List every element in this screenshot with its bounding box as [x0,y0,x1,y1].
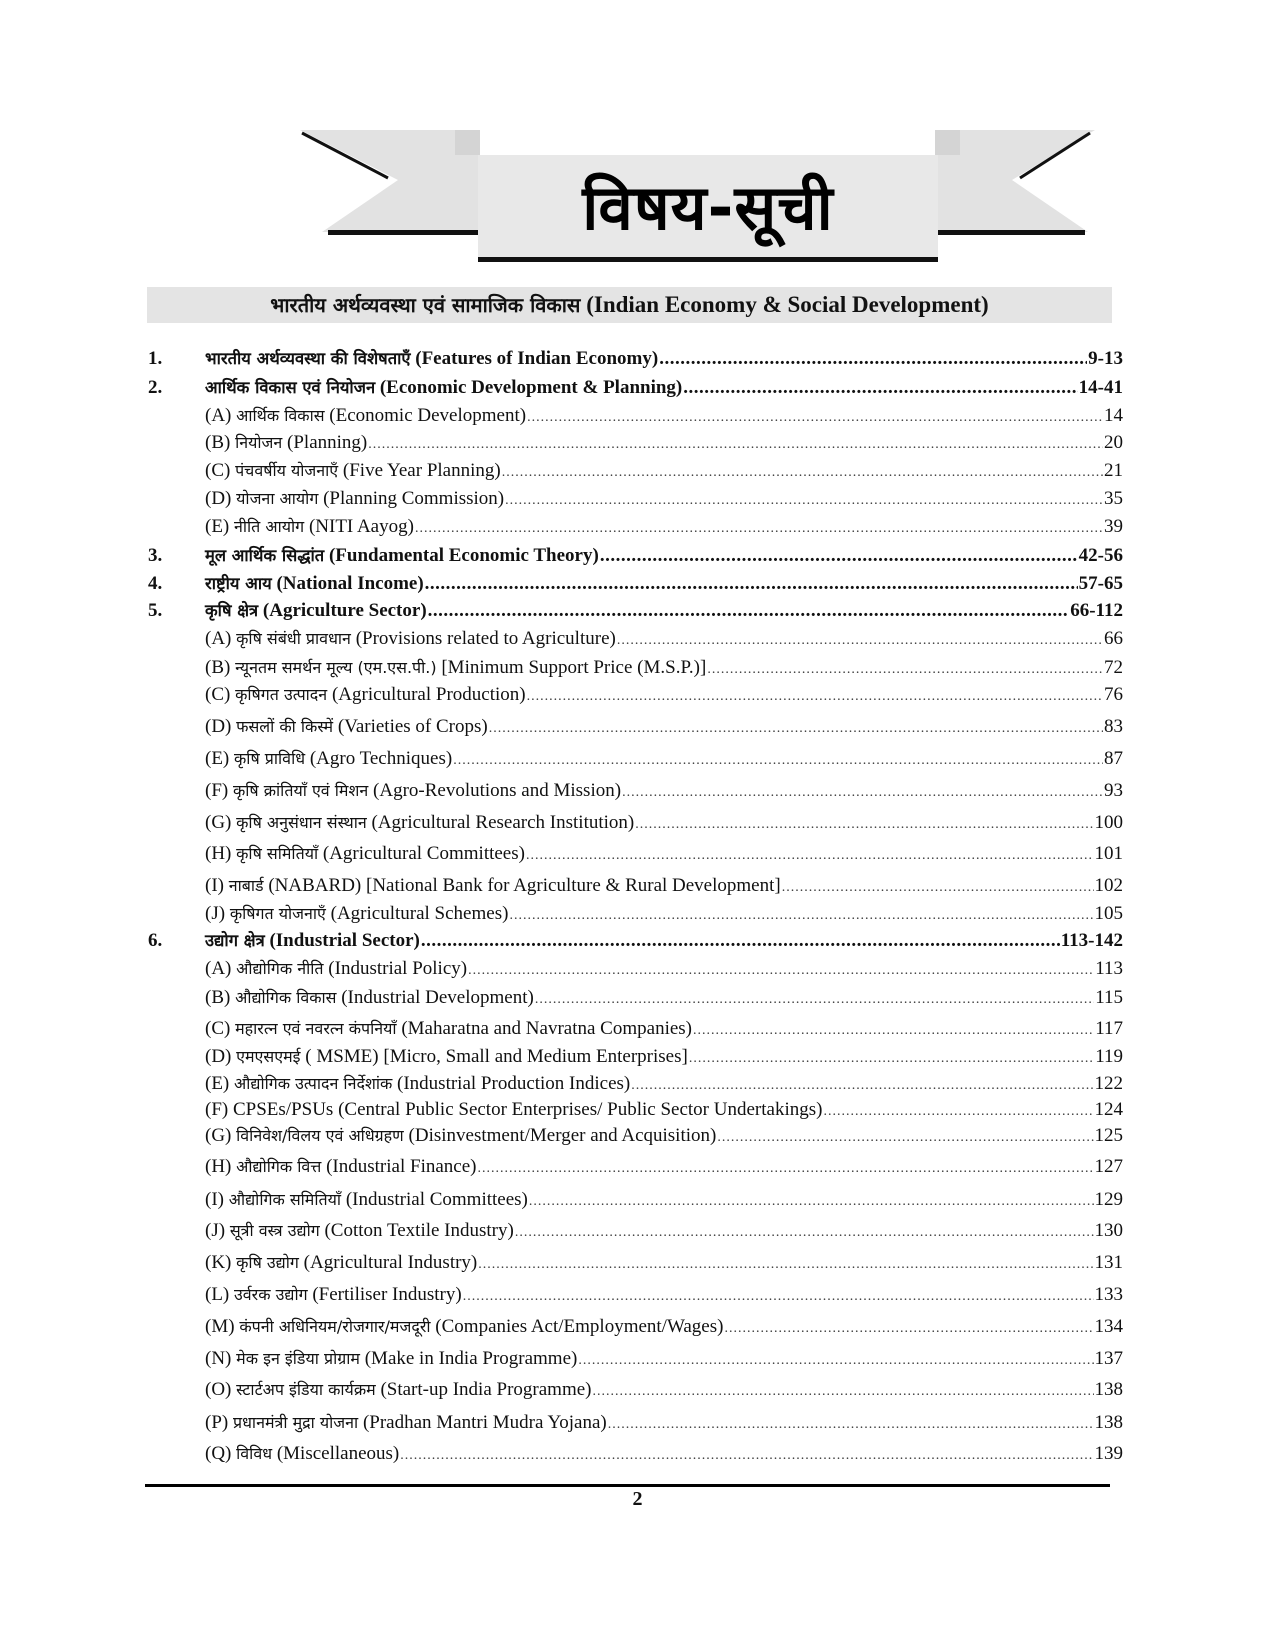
toc-label [205,598,427,622]
toc-letter: (J) [205,903,226,924]
toc-chapter-row[interactable] [148,598,1123,624]
toc-chapter-row[interactable] [148,928,1123,954]
toc-chapter-row[interactable] [148,346,1123,372]
toc-title-hindi: न्यूनतम समर्थन मूल्य (एम.एस.पी.) [235,658,437,677]
toc-label [205,1099,822,1121]
toc-page-range: 119 [1095,1046,1123,1067]
dot-leader [526,843,1094,865]
toc-subsection-row[interactable] [148,779,1123,805]
toc-letter: (P) [205,1412,229,1433]
toc-subsection-row[interactable] [148,1155,1123,1181]
toc-title-english: (Fundamental Economic Theory) [328,545,599,566]
ribbon-fold-right [935,130,960,155]
dot-leader [489,716,1103,738]
toc-label [205,928,420,952]
toc-page-range: 39 [1104,516,1123,537]
dot-leader [502,460,1103,482]
toc-label [205,1442,399,1465]
dot-leader [535,987,1094,1009]
toc-subsection-row[interactable] [148,1347,1123,1373]
toc-label [205,1283,462,1306]
toc-number: 3. [148,545,163,566]
toc-page-range: 57-65 [1078,573,1123,594]
toc-page-range: 133 [1094,1284,1123,1305]
dot-leader [428,600,1070,622]
toc-title-hindi: औद्योगिक विकास [235,988,337,1007]
toc-chapter-row[interactable] [148,375,1123,401]
toc-number: 6. [148,930,163,951]
toc-letter: (F) [205,780,229,801]
toc-label [205,683,526,706]
toc-title-english: (Agricultural Industry) [303,1252,478,1273]
toc-subsection-row[interactable] [148,459,1123,485]
toc-letter: (G) [205,812,232,833]
toc-title-hindi: औद्योगिक समितियाँ [228,1190,342,1209]
toc-subsection-row[interactable] [148,874,1123,900]
dot-leader [693,1018,1094,1040]
toc-letter: (D) [205,488,232,509]
toc-page-range: 134 [1094,1316,1123,1337]
toc-label [205,1251,477,1274]
dot-leader [478,1252,1093,1274]
toc-letter: (C) [205,1018,231,1039]
toc-subsection-row[interactable] [148,986,1123,1012]
toc-title-english: (Agricultural Production) [331,684,526,705]
toc-letter: (I) [205,875,224,896]
toc-title-english: (Miscellaneous) [276,1443,400,1464]
toc-page-range: 124 [1094,1099,1123,1120]
toc-title-hindi: नाबार्ड [228,876,264,895]
title-banner [0,0,1275,280]
toc-title-english: (Agro Techniques) [309,748,453,769]
toc-title-english: (Provisions related to Agriculture) [355,628,616,649]
toc-letter: (N) [205,1348,232,1369]
toc-page-range: 20 [1104,432,1123,453]
toc-subsection-row[interactable] [148,902,1123,928]
toc-title-hindi: सूत्री वस्त्र उद्योग [229,1221,320,1240]
toc-title-english: (Industrial Policy) [328,958,468,979]
toc-label [205,902,508,925]
toc-subsection-row[interactable] [148,1411,1123,1437]
toc-page-range: 35 [1104,488,1123,509]
toc-title-hindi: कृषिगत योजनाएँ [229,904,326,923]
dot-leader [415,516,1103,538]
toc-letter: (K) [205,1252,232,1273]
toc-title-english: (Features of Indian Economy) [415,348,659,369]
toc-subsection-row[interactable] [148,1045,1123,1071]
toc-page-range: 102 [1094,875,1123,896]
toc-title-english: (Maharatna and Navratna Companies) [401,1018,692,1039]
toc-title-hindi: कृषि अनुसंधान संस्थान [236,813,367,832]
toc-letter: (C) [205,460,231,481]
toc-letter: (H) [205,1156,232,1177]
toc-title-english: (Varieties of Crops) [337,716,488,737]
ribbon-fold-left [455,130,480,155]
dot-leader [823,1099,1093,1121]
toc-letter: (A) [205,405,232,426]
toc-subsection-row[interactable] [148,683,1123,709]
toc-subsection-row[interactable] [148,715,1123,741]
toc-title-english: (Industrial Sector) [269,930,420,951]
toc-subsection-row[interactable] [148,404,1123,430]
toc-label [205,1072,630,1095]
toc-letter: (A) [205,628,232,649]
toc-title-hindi: विविध [236,1444,273,1463]
dot-leader [505,488,1103,510]
dot-leader [400,1443,1093,1465]
toc-label [205,627,616,650]
toc-number: 4. [148,573,163,594]
toc-title-hindi: औद्योगिक उत्पादन निर्देशांक [234,1074,393,1093]
toc-subsection-row[interactable] [148,656,1123,682]
toc-page-range: 122 [1094,1073,1123,1094]
toc-title-english: CPSEs/PSUs (Central Public Sector Enterprises/ Public Sector Undertakings) [232,1099,823,1120]
toc-title-hindi: पंचवर्षीय योजनाएँ [235,461,339,480]
toc-page-range: 14-41 [1078,377,1123,398]
toc-title-hindi: नीति आयोग [234,517,305,536]
dot-leader [659,348,1087,370]
toc-page-range: 115 [1095,987,1123,1008]
toc-page-range: 113-142 [1060,930,1123,951]
toc-number: 2. [148,377,163,398]
dot-leader [425,573,1078,595]
toc-subsection-row[interactable] [148,1219,1123,1245]
toc-page-range: 113 [1095,958,1123,979]
toc-title-english: ( MSME) [Micro, Small and Medium Enterprises] [305,1046,688,1067]
toc-page-range: 137 [1094,1348,1123,1369]
toc-page-range: 139 [1094,1443,1123,1464]
toc-title-hindi: उद्योग क्षेत्र [205,931,265,950]
toc-title-english: (Industrial Development) [341,987,534,1008]
toc-page-range: 66 [1104,628,1123,649]
toc-letter: (F) [205,1099,229,1120]
toc-label [205,1315,723,1338]
toc-title-hindi: एमएसएमई [236,1047,301,1066]
toc-title-hindi: मेक इन इंडिया प्रोग्राम [236,1349,360,1368]
toc-title-english: (Agricultural Schemes) [330,903,509,924]
toc-subsection-row[interactable] [148,1251,1123,1277]
toc-title-hindi: आर्थिक विकास [236,406,325,425]
toc-subsection-row[interactable] [148,811,1123,837]
toc-number: 1. [148,348,163,369]
toc-letter: (E) [205,748,230,769]
toc-page-range: 93 [1104,780,1123,801]
dot-leader [631,1073,1093,1095]
toc-title-english: (Economic Development & Planning) [379,377,683,398]
toc-title-hindi: कृषिगत उत्पादन [235,685,328,704]
toc-letter: (Q) [205,1443,232,1464]
dot-leader [782,875,1094,897]
toc-letter: (B) [205,657,231,678]
toc-label [205,404,526,427]
toc-title-english: (NABARD) [National Bank for Agriculture & Rural Development] [268,875,781,896]
toc-page-range: 76 [1104,684,1123,705]
section-heading-hindi: भारतीय अर्थव्यवस्था एवं सामाजिक विकास [270,293,581,317]
toc-label [205,571,424,595]
dot-leader [529,1189,1094,1211]
toc-title-english: (Agricultural Committees) [322,843,525,864]
dot-leader [477,1156,1093,1178]
dot-leader [468,958,1094,980]
toc-subsection-row[interactable] [148,1099,1123,1125]
toc-subsection-row[interactable] [148,1124,1123,1150]
dot-leader [622,780,1103,802]
toc-title-english: (Industrial Committees) [345,1189,528,1210]
toc-number: 5. [148,600,163,621]
toc-label [205,431,367,454]
toc-letter: (D) [205,1046,232,1067]
toc-label [205,1378,592,1401]
dot-leader [717,1125,1093,1147]
toc-subsection-row[interactable] [148,842,1123,868]
toc-page-range: 72 [1104,657,1123,678]
toc-subsection-row[interactable] [148,1072,1123,1098]
toc-label [205,459,501,482]
toc-letter: (L) [205,1284,230,1305]
toc-title-english: (Agro-Revolutions and Mission) [373,780,622,801]
toc-letter: (H) [205,843,232,864]
toc-letter: (C) [205,684,231,705]
toc-label [205,986,534,1009]
toc-label [205,811,634,834]
toc-page-range: 21 [1104,460,1123,481]
toc-letter: (G) [205,1125,232,1146]
toc-title-english: (Disinvestment/Merger and Acquisition) [408,1125,717,1146]
toc-subsection-row[interactable] [148,1188,1123,1214]
ribbon-right-shadow [935,230,1085,235]
dot-leader [617,628,1103,650]
dot-leader [453,748,1103,770]
toc-title-english: (Pradhan Mantri Mudra Yojana) [362,1412,607,1433]
toc-label [205,1219,514,1242]
toc-page-range: 129 [1094,1189,1123,1210]
toc-subsection-row[interactable] [148,1315,1123,1341]
toc-letter: (M) [205,1316,235,1337]
toc-letter: (B) [205,432,231,453]
toc-label [205,656,706,679]
toc-chapter-row[interactable] [148,543,1123,569]
dot-leader [368,432,1103,454]
section-heading-english: (Indian Economy & Social Development) [586,292,989,317]
toc-label [205,715,488,738]
toc-title-english: (Industrial Production Indices) [397,1073,631,1094]
dot-leader [515,1220,1094,1242]
toc-title-english: (Fertiliser Industry) [312,1284,462,1305]
toc-label [205,346,658,370]
toc-title-english: (Start-up India Programme) [380,1379,592,1400]
ribbon-left-shadow [328,230,478,235]
toc-label [205,1155,476,1178]
toc-title-hindi: फसलों की किस्में [236,717,334,736]
toc-subsection-row[interactable] [148,957,1123,983]
toc-label [205,375,682,399]
toc-title-english: (Agricultural Research Institution) [371,812,635,833]
toc-label [205,747,452,770]
dot-leader [724,1316,1093,1338]
toc-title-hindi: भारतीय अर्थव्यवस्था की विशेषताएँ [205,349,411,368]
toc-title-english: (Five Year Planning) [342,460,501,481]
section-heading [147,287,1112,323]
toc-label [205,957,467,980]
toc-page-range: 66-112 [1070,600,1123,621]
toc-subsection-row[interactable] [148,1283,1123,1309]
toc-label [205,874,781,897]
toc-page-range: 125 [1094,1125,1123,1146]
toc-label [205,1411,607,1434]
dot-leader [635,812,1093,834]
toc-subsection-row[interactable] [148,747,1123,773]
toc-chapter-row[interactable] [148,571,1123,597]
toc-title-hindi: विनिवेश/विलय एवं अधिग्रहण [236,1126,404,1145]
dot-leader [509,903,1093,925]
dot-leader [527,405,1103,427]
toc-title-hindi: औद्योगिक वित्त [236,1157,322,1176]
toc-title-hindi: राष्ट्रीय आय [205,574,272,593]
toc-title-hindi: कृषि क्षेत्र [205,601,259,620]
toc-label [205,543,599,567]
dot-leader [608,1412,1094,1434]
dot-leader [683,377,1077,399]
toc-page-range: 101 [1094,843,1123,864]
toc-subsection-row[interactable] [148,1442,1123,1468]
dot-leader [689,1046,1094,1068]
dot-leader [600,545,1078,567]
toc-title-english: (Cotton Textile Industry) [324,1220,514,1241]
toc-label [205,1347,577,1370]
toc-subsection-row[interactable] [148,515,1123,541]
toc-letter: (E) [205,1073,230,1094]
toc-title-english: (National Income) [276,573,424,594]
page-number: 2 [632,1488,643,1510]
toc-page-range: 87 [1104,748,1123,769]
toc-letter: (D) [205,716,232,737]
toc-letter: (I) [205,1189,224,1210]
toc-title-hindi: स्टार्टअप इंडिया कार्यक्रम [236,1380,376,1399]
toc-title-hindi: महारत्न एवं नवरत्न कंपनियाँ [235,1019,397,1038]
toc-subsection-row[interactable] [148,1378,1123,1404]
toc-title-english: (NITI Aayog) [308,516,414,537]
toc-page-range: 100 [1094,812,1123,833]
toc-page-range: 105 [1094,903,1123,924]
footer-divider [145,1484,1110,1487]
toc-title-hindi: आर्थिक विकास एवं नियोजन [205,378,376,397]
toc-label [205,487,504,510]
toc-subsection-row[interactable] [148,1017,1123,1043]
toc-title-hindi: कंपनी अधिनियम/रोजगार/मजदूरी [239,1317,431,1336]
toc-title-hindi: योजना आयोग [236,489,319,508]
toc-letter: (E) [205,516,230,537]
toc-page-range: 138 [1094,1379,1123,1400]
toc-page-range: 138 [1094,1412,1123,1433]
toc-subsection-row[interactable] [148,627,1123,653]
toc-title-english: (Planning) [287,432,368,453]
dot-leader [463,1284,1094,1306]
toc-page-range: 131 [1094,1252,1123,1273]
toc-subsection-row[interactable] [148,431,1123,457]
toc-subsection-row[interactable] [148,487,1123,513]
toc-page-range: 9-13 [1088,348,1123,369]
toc-label [205,1124,716,1147]
toc-page-range: 14 [1104,405,1123,426]
dot-leader [527,684,1103,706]
toc-title-english: (Make in India Programme) [364,1348,578,1369]
toc-title-english: (Agriculture Sector) [262,600,427,621]
toc-title-english: (Economic Development) [329,405,527,426]
page-title: विषय-सूची [582,171,834,244]
toc-title-english: (Companies Act/Employment/Wages) [435,1316,724,1337]
toc-title-hindi: कृषि समितियाँ [236,844,319,863]
toc-label [205,1017,692,1040]
toc-letter: (A) [205,958,232,979]
toc-label [205,842,525,865]
toc-title-hindi: कृषि संबंधी प्रावधान [236,629,351,648]
toc-title-hindi: मूल आर्थिक सिद्धांत [205,546,325,565]
dot-leader [578,1348,1093,1370]
toc-label [205,1188,528,1211]
toc-page-range: 117 [1095,1018,1123,1039]
toc-title-english: (Industrial Finance) [326,1156,477,1177]
toc-title-hindi: नियोजन [235,433,283,452]
toc-label [205,779,621,802]
toc-title-hindi: प्रधानमंत्री मुद्रा योजना [232,1413,359,1432]
toc-page-range: 127 [1094,1156,1123,1177]
toc-page-range: 130 [1094,1220,1123,1241]
toc-title-hindi: कृषि प्राविधि [234,749,306,768]
toc-letter: (J) [205,1220,226,1241]
toc-title-hindi: औद्योगिक नीति [236,959,324,978]
toc-title-english: [Minimum Support Price (M.S.P.)] [441,657,707,678]
toc-title-hindi: कृषि क्रांतियाँ एवं मिशन [232,781,369,800]
toc-letter: (O) [205,1379,232,1400]
toc-title-hindi: उर्वरक उद्योग [234,1285,308,1304]
toc-label [205,515,414,538]
toc-title-english: (Planning Commission) [323,488,505,509]
toc-letter: (B) [205,987,231,1008]
dot-leader [593,1379,1094,1401]
toc-title-hindi: कृषि उद्योग [236,1253,299,1272]
dot-leader [707,657,1103,679]
toc-label [205,1045,688,1068]
dot-leader [421,930,1060,952]
toc-page-range: 83 [1104,716,1123,737]
toc-page-range: 42-56 [1078,545,1123,566]
